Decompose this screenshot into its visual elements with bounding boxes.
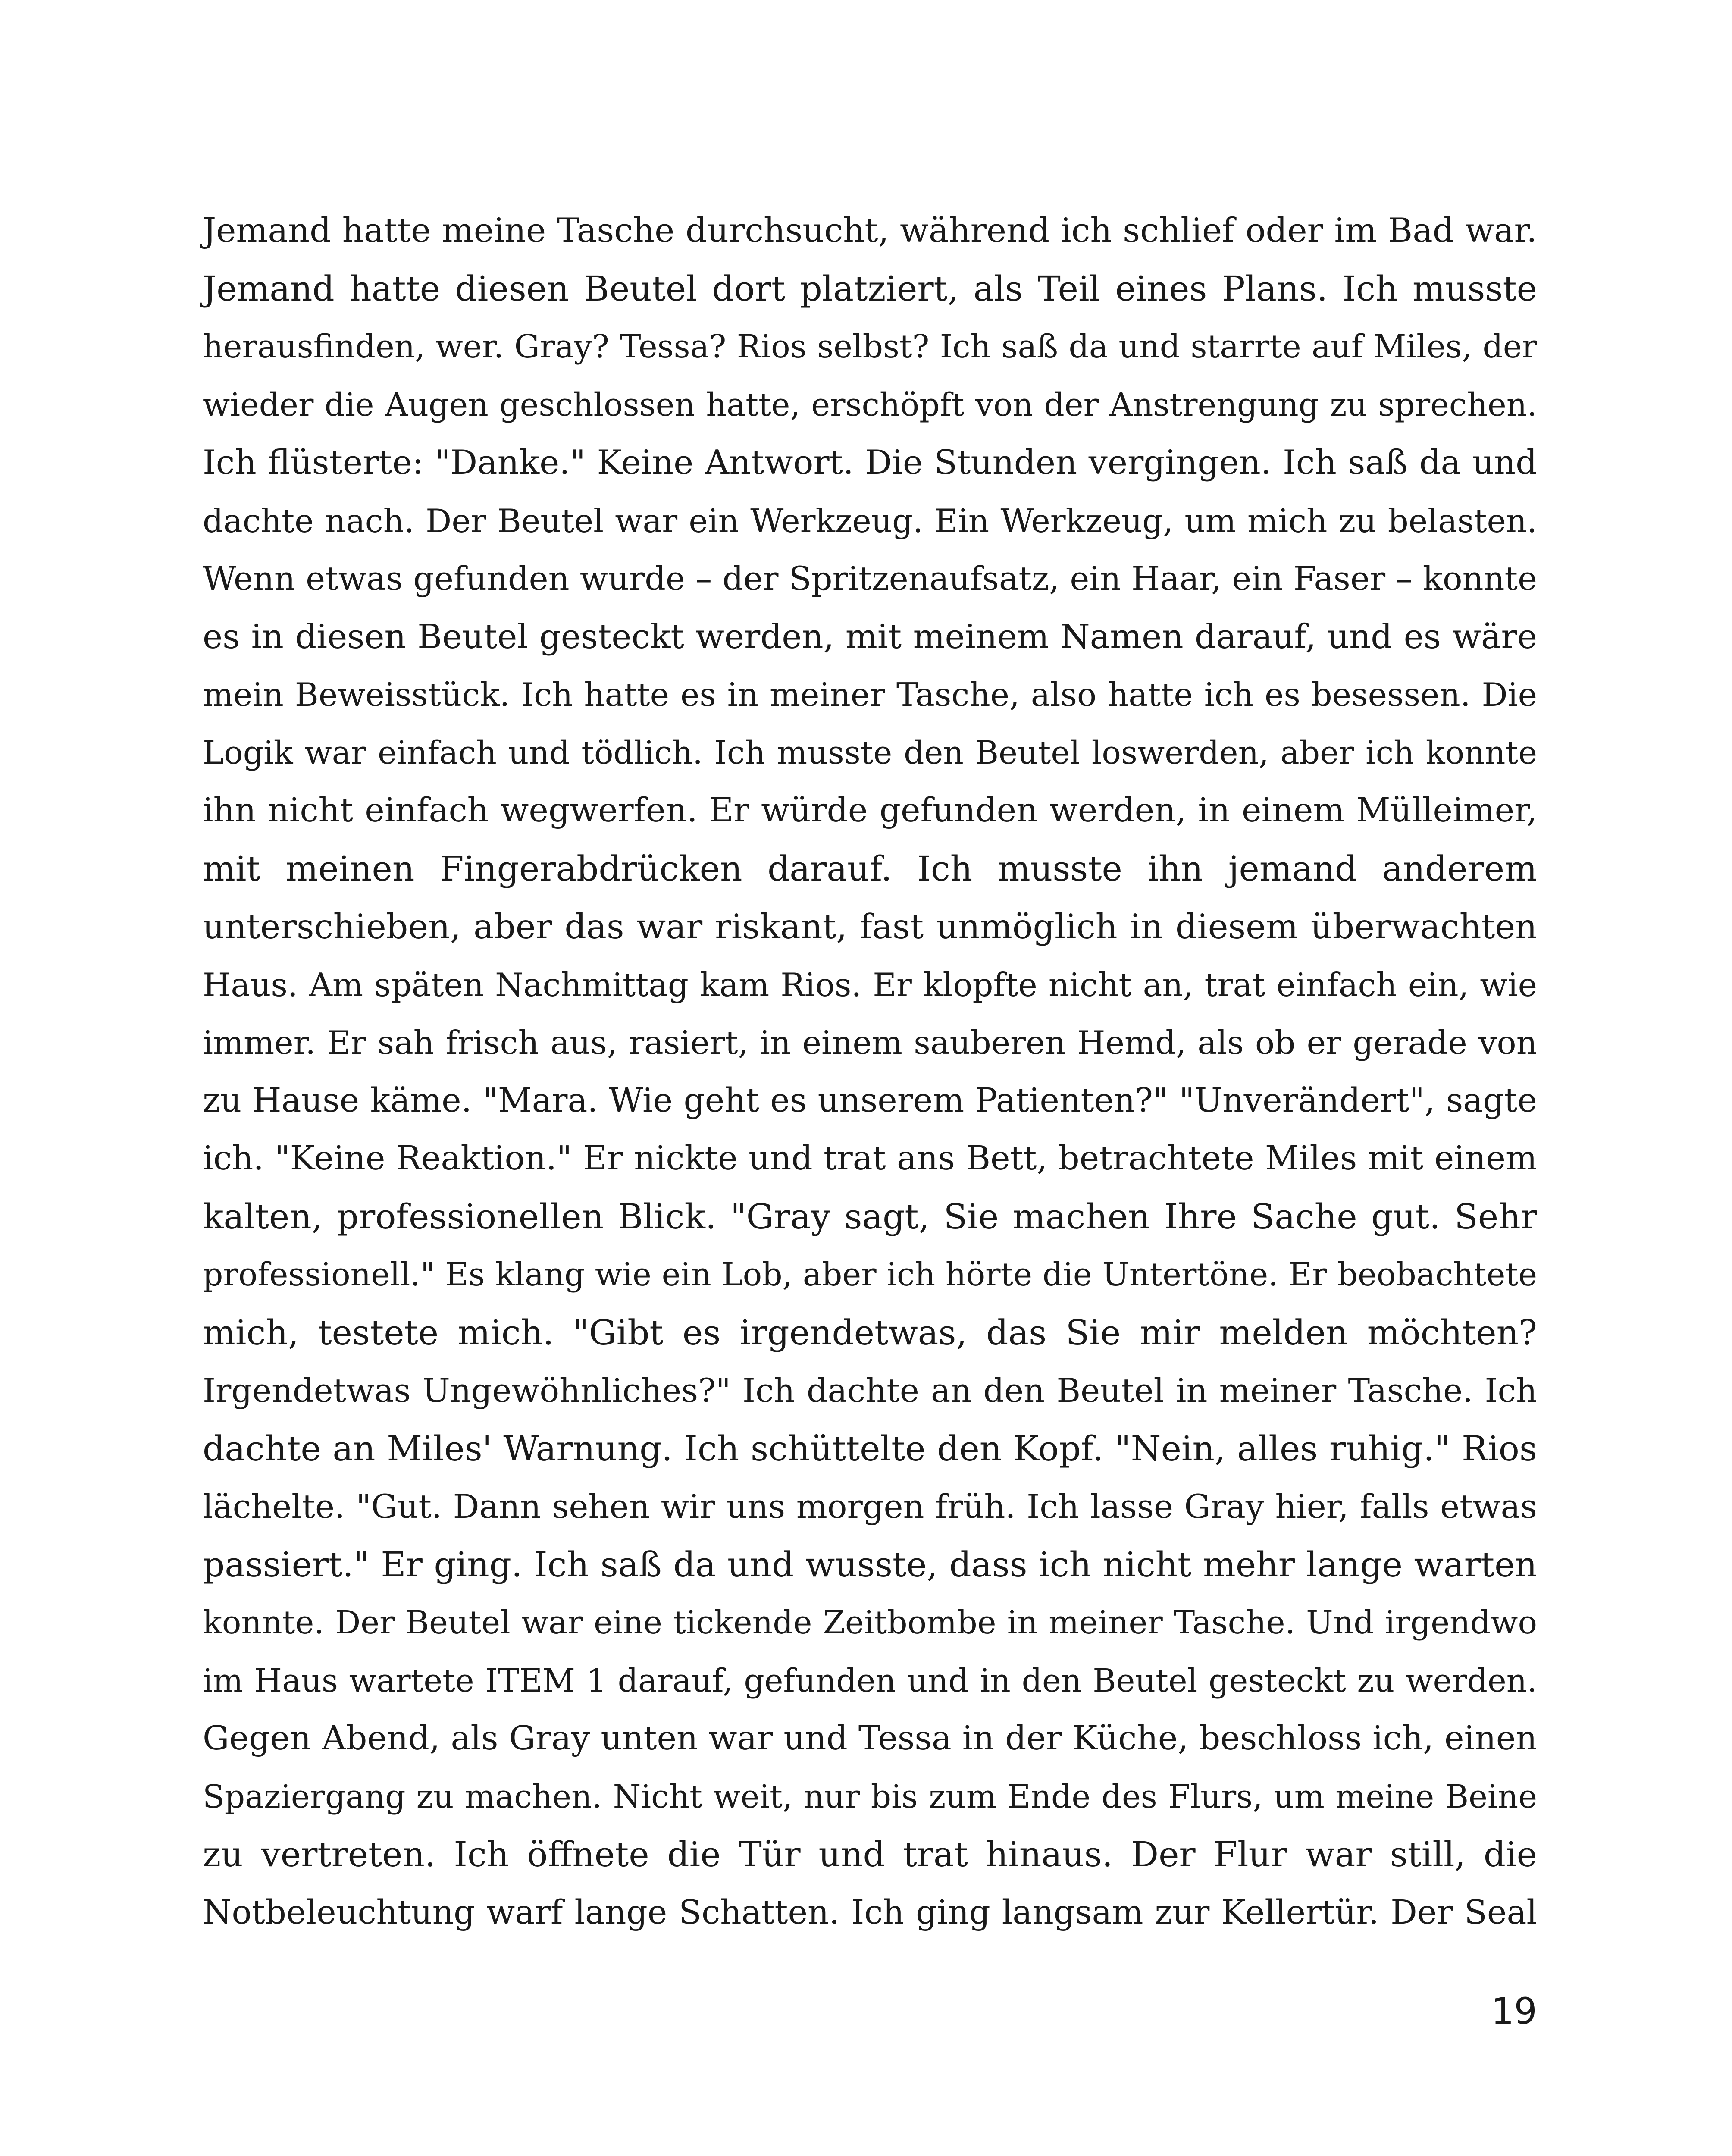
- text-line: zu Hause käme. "Mara. Wie geht es unserem Patienten?" "Unverändert", sagte: [203, 1081, 1537, 1120]
- text-line: Spaziergang zu machen. Nicht weit, nur bis zum Ende des Flurs, um meine Beine: [203, 1778, 1537, 1815]
- text-line: immer. Er sah frisch aus, rasiert, in einem sauberen Hemd, als ob er gerade von: [203, 1024, 1537, 1062]
- text-line: ich. "Keine Reaktion." Er nickte und trat ans Bett, betrachtete Miles mit einem: [203, 1139, 1537, 1178]
- text-line: zu vertreten. Ich öffnete die Tür und trat hinaus. Der Flur war still, die: [203, 1834, 1537, 1874]
- text-line: unterschieben, aber das war riskant, fast unmöglich in diesem überwachten: [203, 907, 1537, 946]
- text-line: konnte. Der Beutel war eine tickende Zeitbombe in meiner Tasche. Und irgendwo: [203, 1604, 1537, 1641]
- text-line: Jemand hatte meine Tasche durchsucht, während ich schlief oder im Bad war.: [203, 211, 1537, 250]
- text-line: mein Beweisstück. Ich hatte es in meiner Tasche, also hatte ich es besessen. Die: [203, 676, 1537, 714]
- text-line: Ich flüsterte: "Danke." Keine Antwort. Die Stunden vergingen. Ich saß da und: [203, 443, 1537, 482]
- text-line: Wenn etwas gefunden wurde – der Spritzenaufsatz, ein Haar, ein Faser – konnte: [203, 559, 1537, 598]
- text-line: Gegen Abend, als Gray unten war und Tessa in der Küche, beschloss ich, einen: [203, 1719, 1537, 1758]
- body-text: [203, 202, 1537, 1942]
- text-line: professionell." Es klang wie ein Lob, aber ich hörte die Untertöne. Er beobachtete: [203, 1256, 1537, 1293]
- text-line: es in diesen Beutel gesteckt werden, mit meinem Namen darauf, und es wäre: [203, 617, 1537, 656]
- text-line: dachte nach. Der Beutel war ein Werkzeug. Ein Werkzeug, um mich zu belasten.: [203, 501, 1537, 540]
- text-line: mich, testete mich. "Gibt es irgendetwas, das Sie mir melden möchten?: [203, 1312, 1537, 1353]
- text-line: Jemand hatte diesen Beutel dort platziert, als Teil eines Plans. Ich musste: [203, 268, 1537, 309]
- text-line: Notbeleuchtung warf lange Schatten. Ich ging langsam zur Kellertür. Der Seal: [203, 1893, 1537, 1932]
- text-line: Logik war einfach und tödlich. Ich musste den Beutel loswerden, aber ich konnte: [203, 734, 1537, 771]
- text-line: lächelte. "Gut. Dann sehen wir uns morgen früh. Ich lasse Gray hier, falls etwas: [203, 1487, 1537, 1526]
- text-line: im Haus wartete ITEM 1 darauf, gefunden und in den Beutel gesteckt zu werden.: [203, 1662, 1537, 1699]
- page-number: 19: [1491, 1990, 1537, 2032]
- text-line: Haus. Am späten Nachmittag kam Rios. Er klopfte nicht an, trat einfach ein, wie: [203, 965, 1537, 1004]
- text-line: herausfinden, wer. Gray? Tessa? Rios selbst? Ich saß da und starrte auf Miles, der: [203, 328, 1537, 365]
- text-line: wieder die Augen geschlossen hatte, erschöpft von der Anstrengung zu sprechen.: [203, 386, 1537, 423]
- text-line: Irgendetwas Ungewöhnliches?" Ich dachte an den Beutel in meiner Tasche. Ich: [203, 1371, 1537, 1410]
- text-line: mit meinen Fingerabdrücken darauf. Ich musste ihn jemand anderem: [203, 848, 1537, 889]
- text-line: kalten, professionellen Blick. "Gray sagt, Sie machen Ihre Sache gut. Sehr: [203, 1196, 1537, 1237]
- text-line: passiert." Er ging. Ich saß da und wusste, dass ich nicht mehr lange warten: [203, 1544, 1537, 1585]
- text-line: ihn nicht einfach wegwerfen. Er würde gefunden werden, in einem Mülleimer,: [203, 791, 1537, 830]
- text-line: dachte an Miles' Warnung. Ich schüttelte den Kopf. "Nein, alles ruhig." Rios: [203, 1428, 1537, 1469]
